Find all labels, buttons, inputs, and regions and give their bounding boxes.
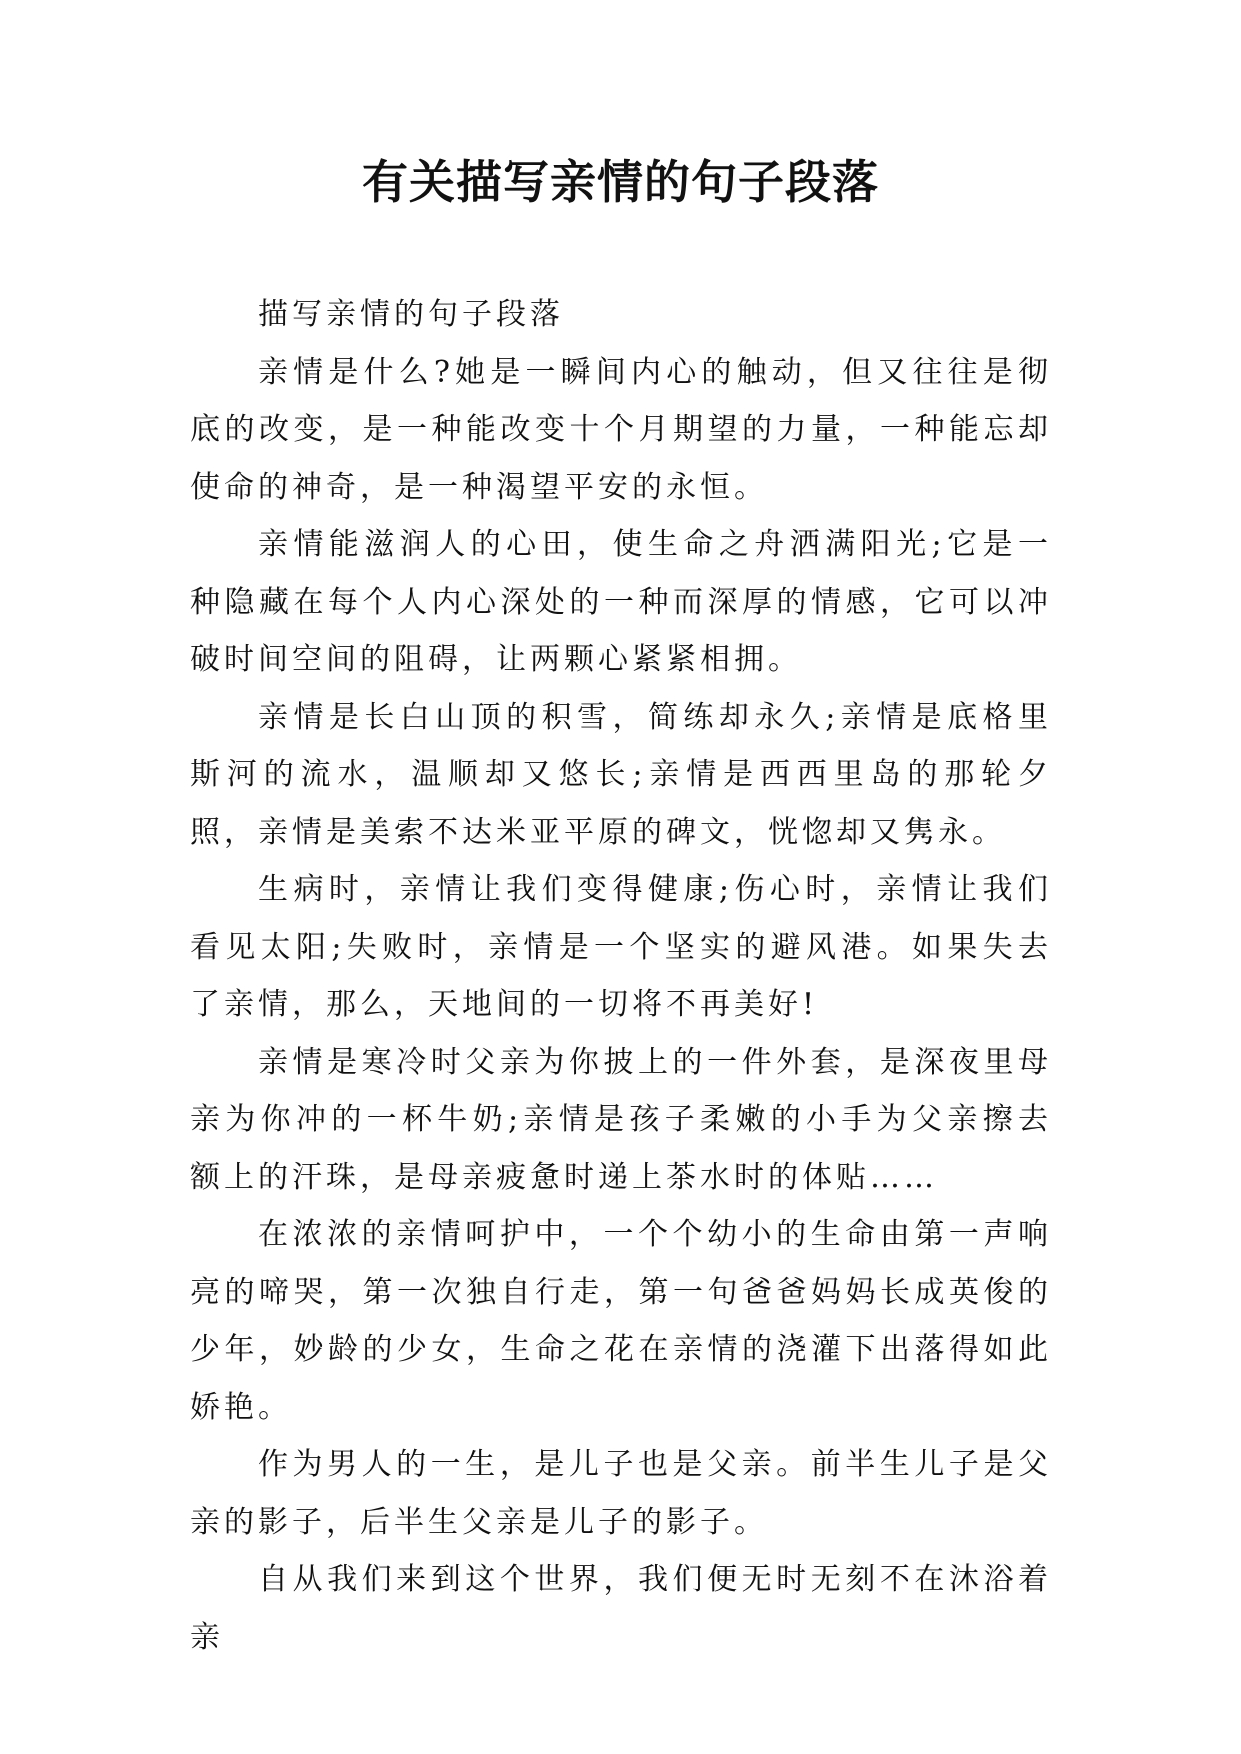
paragraph: 在浓浓的亲情呵护中，一个个幼小的生命由第一声响亮的啼哭，第一次独自行走，第一句爸爸妈妈长成英俊的少年，妙龄的少女，生命之花在亲情的浇灌下出落得如此娇艳。 [190,1217,1052,1425]
paragraph: 亲情能滋润人的心田，使生命之舟洒满阳光;它是一种隐藏在每个人内心深处的一种而深厚的情感，它可以冲破时间空间的阻碍，让两颗心紧紧相拥。 [190,527,1052,677]
document-title: 有关描写亲情的句子段落 [362,155,879,209]
paragraph: 作为男人的一生，是儿子也是父亲。前半生儿子是父亲的影子，后半生父亲是儿子的影子。 [190,1447,1052,1540]
paragraph: 自从我们来到这个世界，我们便无时无刻不在沐浴着亲 [190,1562,1052,1655]
paragraph: 亲情是长白山顶的积雪，简练却永久;亲情是底格里斯河的流水，温顺却又悠长;亲情是西西里岛的那轮夕照，亲情是美索不达米亚平原的碑文，恍惚却又隽永。 [190,699,1052,850]
paragraph: 生病时，亲情让我们变得健康;伤心时，亲情让我们看见太阳;失败时，亲情是一个坚实的避风港。如果失去了亲情，那么，天地间的一切将不再美好! [190,872,1052,1022]
document-body [190,286,1052,1666]
paragraph: 亲情是什么?她是一瞬间内心的触动，但又往往是彻底的改变，是一种能改变十个月期望的力量，一种能忘却使命的神奇，是一种渴望平安的永恒。 [190,354,1052,505]
paragraph-subtitle: 描写亲情的句子段落 [258,297,564,332]
paragraph: 亲情是寒冷时父亲为你披上的一件外套，是深夜里母亲为你冲的一杯牛奶;亲情是孩子柔嫩的小手为父亲擦去额上的汗珠，是母亲疲惫时递上茶水时的体贴…… [190,1044,1052,1195]
